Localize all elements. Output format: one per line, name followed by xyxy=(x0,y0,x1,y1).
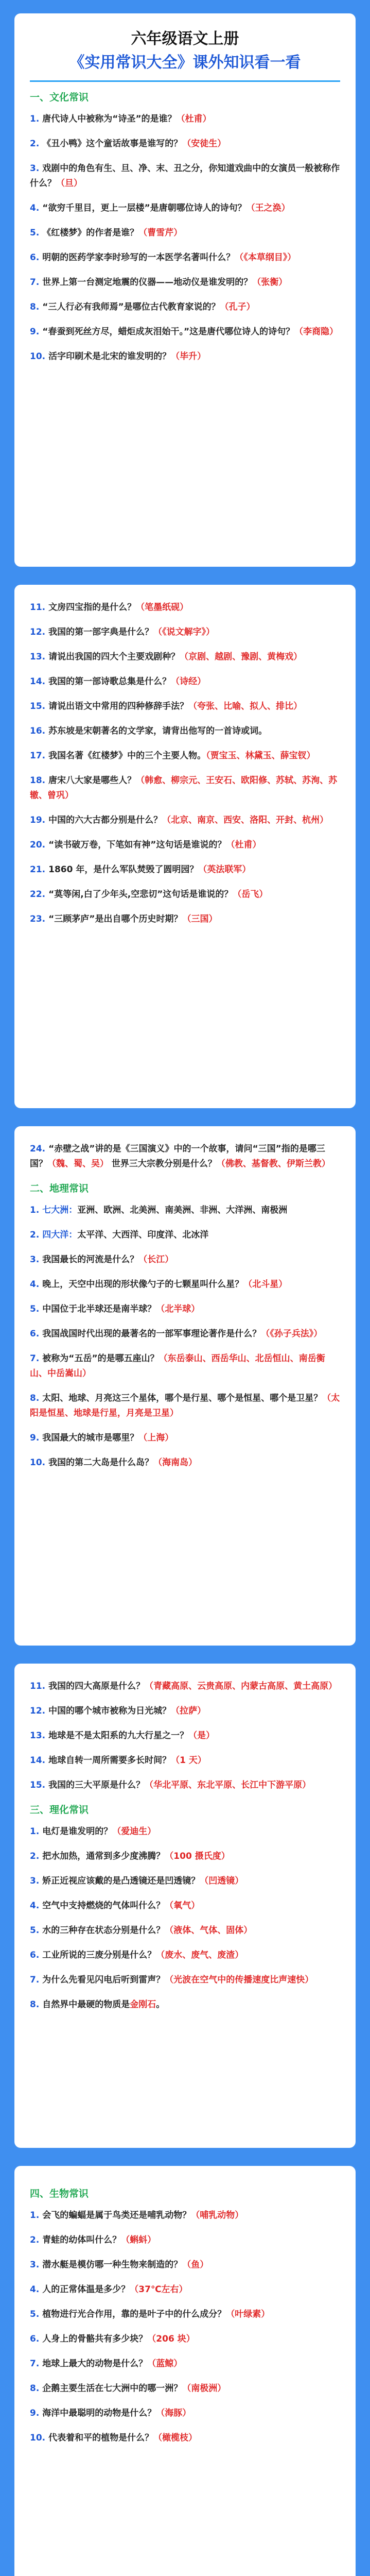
question-text: “欲穷千里目，更上一层楼”是唐朝哪位诗人的诗句？ xyxy=(42,203,246,213)
item-number: 1. xyxy=(30,1205,40,1215)
question-item xyxy=(30,2332,340,2347)
question-text: 中国位于北半球还是南半球？ xyxy=(42,1304,156,1314)
question-answer: （佛教、基督教、伊斯兰教） xyxy=(216,1159,330,1169)
question-text: “读书破万卷，下笔如有神”这句话是谁说的？ xyxy=(48,840,226,850)
question-text: 人身上的骨骼共有多少块？ xyxy=(42,2334,148,2344)
question-number: 5. xyxy=(30,228,40,238)
card-5 xyxy=(14,2166,356,2576)
card-1-list xyxy=(30,112,340,364)
question-item xyxy=(30,226,340,241)
question-text: 水的三种存在状态分别是什么？ xyxy=(42,1925,165,1936)
question-number: 15. xyxy=(30,1780,46,1790)
question-item xyxy=(30,1277,340,1292)
question-item xyxy=(30,275,340,290)
question-item xyxy=(30,2431,340,2446)
question-item xyxy=(30,838,340,853)
question-answer: （北斗星） xyxy=(243,1279,288,1290)
question-text: 《红楼梦》的作者是谁？ xyxy=(42,228,139,238)
question-item xyxy=(30,201,340,216)
question-answer: （北京、南京、西安、洛阳、开封、杭州） xyxy=(162,815,329,825)
question-text: 人的正常体温是多少？ xyxy=(42,2284,130,2295)
question-item xyxy=(30,724,340,739)
question-item xyxy=(30,674,340,689)
question-item xyxy=(30,2258,340,2273)
question-item xyxy=(30,813,340,828)
question-answer: （《本草纲目》） xyxy=(235,252,296,263)
question-number: 8. xyxy=(30,2383,40,2394)
question-item xyxy=(30,325,340,340)
question-item xyxy=(30,1973,340,1988)
question-number: 19. xyxy=(30,815,46,825)
question-answer: （张衡） xyxy=(252,277,288,287)
question-number: 6. xyxy=(30,252,40,263)
question-number: 17. xyxy=(30,751,46,761)
question-number: 9. xyxy=(30,327,40,337)
question-text: 中国的哪个城市被称为日光城？ xyxy=(48,1706,171,1716)
question-number: 22. xyxy=(30,889,46,900)
question-number: 7. xyxy=(30,1353,40,1364)
question-text: 苏东坡是宋朝著名的文学家，请背出他写的一首诗或词。 xyxy=(48,726,268,736)
question-text: 代表着和平的植物是什么？ xyxy=(48,2433,154,2443)
question-text: 地球上最大的动物是什么？ xyxy=(42,2359,148,2369)
question-number: 1. xyxy=(30,1826,40,1837)
question-answer: （京剧、越剧、豫剧、黄梅戏） xyxy=(180,652,303,662)
continents-item xyxy=(30,1203,340,1218)
question-item xyxy=(30,161,340,191)
question-text: 文房四宝指的是什么？ xyxy=(48,602,136,613)
question-answer: （叶绿素） xyxy=(226,2309,270,2319)
question-number: 7. xyxy=(30,2359,40,2369)
title-divider xyxy=(30,80,340,82)
question-number: 6. xyxy=(30,2334,40,2344)
question-item xyxy=(30,1923,340,1938)
question-number: 11. xyxy=(30,602,46,613)
question-number: 8. xyxy=(30,302,40,312)
question-text: 我国的四大高原是什么？ xyxy=(48,1681,145,1691)
question-item xyxy=(30,2282,340,2297)
question-answer: （上海） xyxy=(138,1433,174,1443)
question-answer: （杜甫） xyxy=(176,114,212,124)
question-answer: （液体、气体、固体） xyxy=(165,1925,253,1936)
question-item xyxy=(30,1728,340,1743)
question-answer: （鱼） xyxy=(182,2260,209,2270)
question-text: 请说出我国的四大个主要戏剧种？ xyxy=(48,652,180,662)
question-item xyxy=(30,300,340,315)
question-number: 9. xyxy=(30,2408,40,2418)
question-answer: （贾宝玉、林黛玉、薛宝钗） xyxy=(206,751,315,761)
question-answer: （诗经） xyxy=(171,676,206,687)
question-text: 地球是不是太阳系的九大行星之一？ xyxy=(48,1731,189,1741)
question-answer: （韩愈、柳宗元、王安石、欧阳修、苏轼、苏洵、苏辙、曾巩） xyxy=(30,775,338,801)
question-text: 我国名著《红楼梦》中的三个主要人物。 xyxy=(48,751,206,761)
question-text: “春蚕到死丝方尽，蜡炬成灰泪始干。”这是唐代哪位诗人的诗句？ xyxy=(42,327,295,337)
question-number: 15. xyxy=(30,701,46,711)
question-number: 16. xyxy=(30,726,46,736)
question-item xyxy=(30,137,340,151)
question-answer: （曹雪芹） xyxy=(138,228,183,238)
question-answer: （海豚） xyxy=(156,2408,191,2418)
question-text: “三顾茅庐”是出自哪个历史时期？ xyxy=(48,914,183,924)
question-answer: （是） xyxy=(188,1731,215,1741)
item-text: 太平洋、大西洋、印度洋、北冰洋 xyxy=(77,1230,209,1240)
question-number: 21. xyxy=(30,865,46,875)
question-text: “莫等闲,白了少年头,空悲切”这句话是谁说的？ xyxy=(48,889,233,900)
question-answer: （《孙子兵法》） xyxy=(261,1329,323,1339)
question-text: 我国的第一部字典是什么？ xyxy=(48,627,154,637)
question-number: 14. xyxy=(30,676,46,687)
question-answer: （东岳泰山、西岳华山、北岳恒山、南岳衡山、中岳嵩山） xyxy=(30,1353,325,1379)
question-number: 7. xyxy=(30,1975,40,1985)
question-number: 23. xyxy=(30,914,46,924)
question-text: 明朝的医药学家李时珍写的一本医学名著叫什么？ xyxy=(42,252,235,263)
question-answer: （夸张、比喻、拟人、排比） xyxy=(188,701,303,711)
question-item xyxy=(30,1252,340,1267)
question-text: 青蛙的幼体叫什么？ xyxy=(42,2235,121,2245)
question-answer: （华北平原、东北平原、长江中下游平原） xyxy=(145,1780,311,1790)
card-3-list xyxy=(30,1252,340,1470)
question-answer: （光波在空气中的传播速度比声速快） xyxy=(165,1975,314,1985)
question-number: 3. xyxy=(30,1255,40,1265)
question-number: 18. xyxy=(30,775,46,786)
question-answer: （南极洲） xyxy=(182,2383,226,2394)
question-text: 我国战国时代出现的最著名的一部军事理论著作是什么？ xyxy=(42,1329,261,1339)
question-text: 海洋中最聪明的动物是什么？ xyxy=(42,2408,156,2418)
question-text: 我国的第一部诗歌总集是什么？ xyxy=(48,676,171,687)
question-item xyxy=(30,2357,340,2371)
question-item xyxy=(30,1997,340,2012)
question-number: 1. xyxy=(30,2210,40,2221)
question-number: 6. xyxy=(30,1950,40,1960)
question-text: 被称为“五岳”的是哪五座山？ xyxy=(42,1353,159,1364)
question-item xyxy=(30,2233,340,2248)
question-item xyxy=(30,1899,340,1913)
card-3 xyxy=(14,1126,356,1646)
item-text: 亚洲、欧洲、北美洲、南美洲、非洲、大洋洲、南极洲 xyxy=(77,1205,288,1215)
question-number: 5. xyxy=(30,2309,40,2319)
question-answer: （海南岛） xyxy=(153,1458,198,1468)
question-answer: （《说文解字》） xyxy=(153,627,215,637)
question-text: 戏剧中的角色有生、旦、净、末、丑之分，你知道戏曲中的女演员一般被称作什么？ xyxy=(30,163,340,189)
question-answer: （蓝鲸） xyxy=(147,2359,183,2369)
question-text: 潜水艇是模仿哪一种生物来制造的？ xyxy=(42,2260,183,2270)
question-text: 地球自转一周所需要多长时间？ xyxy=(48,1755,171,1766)
question-text: 矫正近视应该戴的是凸透镜还是凹透镜？ xyxy=(42,1876,200,1886)
question-answer: （拉萨） xyxy=(171,1706,206,1716)
question-answer: （37℃左右） xyxy=(130,2284,188,2295)
question-text: “赤壁之战”讲的是《三国演义》中的一个故事，请问“三国”指的是哪三国？ xyxy=(30,1144,325,1169)
question-text: 电灯是谁发明的？ xyxy=(42,1826,113,1837)
question-item xyxy=(30,773,340,803)
question-item xyxy=(30,699,340,714)
question-text: 《丑小鸭》这个童话故事是谁写的？ xyxy=(42,139,183,149)
question-text: 我国最长的河流是什么？ xyxy=(42,1255,139,1265)
question-item xyxy=(30,1849,340,1864)
question-item xyxy=(30,912,340,927)
question-number: 2. xyxy=(30,1851,40,1861)
question-item xyxy=(30,1679,340,1694)
question-answer: （蝌蚪） xyxy=(121,2235,156,2245)
question-number: 2. xyxy=(30,2235,40,2245)
question-answer: （206 块） xyxy=(147,2334,195,2344)
question-number: 13. xyxy=(30,652,46,662)
question-answer: 金刚石 xyxy=(130,1999,156,2010)
question-text: 企鹅主要生活在七大洲中的哪一洲？ xyxy=(42,2383,183,2394)
question-number: 9. xyxy=(30,1433,40,1443)
question-answer: （岳飞） xyxy=(233,889,268,900)
section-heading-culture: 一、文化常识 xyxy=(30,92,89,103)
question-number: 8. xyxy=(30,1999,40,2010)
page-title: 六年级语文上册 xyxy=(131,30,239,48)
question-item xyxy=(30,2381,340,2396)
question-number: 3. xyxy=(30,1876,40,1886)
card-4b-list xyxy=(30,1824,340,2012)
question-answer: （废水、废气、废渣） xyxy=(156,1950,244,1960)
question-text: 空气中支持燃烧的气体叫什么？ xyxy=(42,1901,165,1911)
question-answer: （凹透镜） xyxy=(200,1876,244,1886)
question-number: 4. xyxy=(30,1901,40,1911)
question-item xyxy=(30,349,340,364)
question-item xyxy=(30,1874,340,1889)
question-item xyxy=(30,2307,340,2322)
question-answer: （橄榄枝） xyxy=(153,2433,198,2443)
section-heading-biology: 四、生物常识 xyxy=(30,2188,89,2199)
question-text: 世界上第一台测定地震的仪器——地动仪是谁发明的？ xyxy=(42,277,253,287)
oceans-item xyxy=(30,1228,340,1243)
question-number: 1. xyxy=(30,114,40,124)
section-heading-geography: 二、地理常识 xyxy=(30,1183,89,1194)
question-text: 请说出语文中常用的四种修辞手法？ xyxy=(48,701,189,711)
question-answer: （杜甫） xyxy=(226,840,261,850)
question-item xyxy=(30,1455,340,1470)
question-answer: （魏、蜀、吴） xyxy=(47,1159,109,1169)
question-item xyxy=(30,749,340,764)
question-text: 中国的六大古都分别是什么？ xyxy=(48,815,163,825)
question-number: 10. xyxy=(30,2433,46,2443)
question-text: 世界三大宗教分别是什么？ xyxy=(111,1159,217,1169)
question-answer: （长江） xyxy=(138,1255,174,1265)
question-item xyxy=(30,2208,340,2223)
question-item xyxy=(30,2406,340,2421)
question-text: 太阳、地球、月亮这三个星体，哪个是行星、哪个是恒星、哪个是卫星？ xyxy=(42,1393,323,1403)
question-item xyxy=(30,1431,340,1446)
page-subtitle: 《实用常识大全》课外知识看一看 xyxy=(69,54,301,72)
question-item xyxy=(30,1948,340,1963)
question-text: 我国的第二大岛是什么岛？ xyxy=(48,1458,154,1468)
question-answer: （英法联军） xyxy=(198,865,251,875)
question-answer: （青藏高原、云贵高原、内蒙古高原、黄土高原） xyxy=(145,1681,338,1691)
question-number: 4. xyxy=(30,203,40,213)
question-text: 1860 年，是什么军队焚毁了圆明园？ xyxy=(48,865,199,875)
question-number: 5. xyxy=(30,1925,40,1936)
question-number: 8. xyxy=(30,1393,40,1403)
question-answer: （氧气） xyxy=(165,1901,200,1911)
question-number: 10. xyxy=(30,1458,46,1468)
question-text: 唐宋八大家是哪些人？ xyxy=(48,775,136,786)
question-item xyxy=(30,1302,340,1317)
question-text: “三人行必有我师焉”是哪位古代教育家说的？ xyxy=(42,302,220,312)
question-number: 10. xyxy=(30,351,46,362)
question-text: 晚上，天空中出现的形状像勺子的七颗星叫什么星？ xyxy=(42,1279,244,1290)
question-number: 3. xyxy=(30,2260,40,2270)
card-4 xyxy=(14,1664,356,2148)
question-answer: （安徒生） xyxy=(182,139,226,149)
question-item xyxy=(30,887,340,902)
question-number: 7. xyxy=(30,277,40,287)
card-1 xyxy=(14,13,356,567)
question-text: 植物进行光合作用，靠的是叶子中的什么成分？ xyxy=(42,2309,226,2319)
question-answer: （王之涣） xyxy=(246,203,290,213)
question-number: 5. xyxy=(30,1304,40,1314)
question-text: 自然界中最硬的物质是 xyxy=(42,1999,130,2010)
question-text: 唐代诗人中被称为“诗圣”的是谁？ xyxy=(42,114,177,124)
question-text: 工业所说的三废分别是什么？ xyxy=(42,1950,156,1960)
question-item xyxy=(30,250,340,265)
question-answer: （三国） xyxy=(182,914,218,924)
question-answer: （爱迪生） xyxy=(112,1826,156,1837)
question-answer: （毕升） xyxy=(171,351,206,362)
question-item xyxy=(30,1142,340,1172)
question-item xyxy=(30,1753,340,1768)
question-item xyxy=(30,1327,340,1342)
item-label: 四大洋： xyxy=(42,1230,78,1240)
question-number: 20. xyxy=(30,840,46,850)
question-number: 4. xyxy=(30,2284,40,2295)
question-item xyxy=(30,1351,340,1381)
question-answer: （李商隐） xyxy=(294,327,339,337)
question-item xyxy=(30,625,340,640)
item-label: 七大洲： xyxy=(42,1205,78,1215)
question-item xyxy=(30,1704,340,1719)
question-item xyxy=(30,862,340,877)
question-number: 2. xyxy=(30,139,40,149)
question-text: 为什么先看见闪电后听到雷声？ xyxy=(42,1975,165,1985)
question-number: 6. xyxy=(30,1329,40,1339)
question-item xyxy=(30,112,340,127)
question-number: 11. xyxy=(30,1681,46,1691)
card-2-list xyxy=(30,600,340,927)
question-item xyxy=(30,1391,340,1421)
question-tail: 。 xyxy=(156,1999,165,2010)
question-number: 12. xyxy=(30,627,46,637)
question-answer: （孔子） xyxy=(220,302,255,312)
question-answer: （哺乳动物） xyxy=(191,2210,244,2221)
question-answer: （笔墨纸砚） xyxy=(136,602,189,613)
question-answer: （太阳是恒星、地球是行星，月亮是卫星） xyxy=(30,1393,340,1418)
question-answer: （旦） xyxy=(56,178,82,189)
question-item xyxy=(30,600,340,615)
question-item xyxy=(30,1778,340,1793)
question-text: 我国最大的城市是哪里？ xyxy=(42,1433,139,1443)
question-number: 12. xyxy=(30,1706,46,1716)
item-number: 2. xyxy=(30,1230,40,1240)
section-heading-physics-chemistry: 三、理化常识 xyxy=(30,1804,89,1816)
card-2 xyxy=(14,585,356,1108)
question-number: 13. xyxy=(30,1731,46,1741)
question-answer: （1 天） xyxy=(171,1755,206,1766)
question-item xyxy=(30,1824,340,1839)
question-answer: （北半球） xyxy=(156,1304,200,1314)
card-5-list xyxy=(30,2208,340,2446)
question-number: 14. xyxy=(30,1755,46,1766)
question-answer: （100 摄氏度） xyxy=(165,1851,230,1861)
question-text: 活字印刷术是北宋的谁发明的？ xyxy=(48,351,171,362)
question-text: 把水加热，通常到多少度沸腾？ xyxy=(42,1851,165,1861)
question-number: 4. xyxy=(30,1279,40,1290)
question-number: 3. xyxy=(30,163,40,174)
card-4-list xyxy=(30,1679,340,1793)
question-item xyxy=(30,650,340,665)
question-text: 我国的三大平原是什么？ xyxy=(48,1780,145,1790)
question-number: 24. xyxy=(30,1144,46,1154)
question-text: 会飞的蝙蝠是属于鸟类还是哺乳动物？ xyxy=(42,2210,191,2221)
